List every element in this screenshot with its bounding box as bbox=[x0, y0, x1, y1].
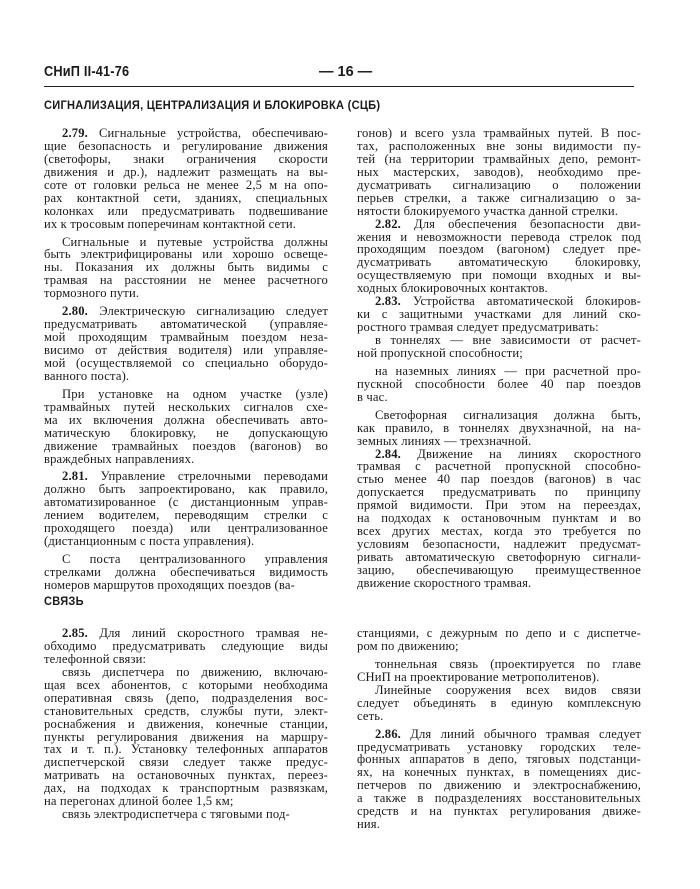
line-text: При установке на одном участке (узле) bbox=[62, 386, 328, 401]
line-text: рах контактной сети, зданиях, специальных bbox=[44, 190, 328, 205]
line-text: стрелками должна обеспечиваться видимость bbox=[44, 565, 328, 579]
line-text: трамвая с расчетной пропускной способно- bbox=[357, 459, 641, 474]
text-line bbox=[44, 808, 328, 821]
line-text: ной пропускной способности; bbox=[357, 345, 523, 360]
line-text: нятости блокируемого участка данной стрелки. bbox=[357, 203, 619, 218]
line-text: движение скоростного трамвая. bbox=[357, 575, 532, 590]
line-text: пункты регулирования движения на маршру- bbox=[44, 729, 328, 744]
line-text: сеть. bbox=[357, 708, 384, 723]
line-text: Светофорная сигнализация должна быть, bbox=[375, 407, 641, 422]
line-text: роснабжения и движения, конечные станции, bbox=[44, 716, 328, 731]
paragraph bbox=[44, 553, 328, 592]
line-text: щие безопасность и регулирование движения bbox=[44, 138, 328, 153]
text-line bbox=[357, 577, 641, 590]
line-text: быть электрифицированы или хорошо освеще- bbox=[44, 247, 328, 262]
section-title-communication: СВЯЗЬ bbox=[44, 594, 84, 608]
line-text: связь электродиспетчера с тяговыми под- bbox=[62, 807, 290, 822]
text-line bbox=[44, 535, 328, 548]
paragraph bbox=[357, 658, 641, 684]
clause-number: 2.80. bbox=[62, 304, 88, 319]
paragraph bbox=[357, 365, 641, 404]
text-line bbox=[357, 818, 641, 831]
line-text: (светофоры, знаки ограничения скорости bbox=[44, 151, 328, 166]
line-text: враждебных направлениях. bbox=[44, 451, 195, 466]
line-text: автоматизированное (с дистанционным управ- bbox=[44, 495, 328, 510]
clause-number: 2.81. bbox=[62, 469, 88, 484]
line-text: на наземных линиях — при расчетной про- bbox=[375, 363, 641, 378]
clause-number: 2.86. bbox=[375, 726, 401, 741]
line-text: Устройства автоматической блокиров- bbox=[412, 294, 641, 309]
paragraph bbox=[357, 627, 641, 653]
line-text: мой (осуществляемой со специально оборудо- bbox=[44, 355, 328, 370]
clause-2-80 bbox=[44, 305, 328, 383]
line-text: гонов) и всего узла трамвайных путей. В пос- bbox=[357, 126, 641, 140]
line-text: движение трамвайных поездов (вагонов) во bbox=[44, 438, 328, 453]
section-scb-right-column bbox=[357, 127, 641, 590]
document-code: СНиП II-41-76 bbox=[44, 64, 130, 80]
line-text: ром по движению; bbox=[357, 638, 459, 653]
section-communication-left-column bbox=[44, 627, 328, 821]
text-line bbox=[357, 378, 641, 391]
line-text: мой проходящим трамвайным поездом неза- bbox=[44, 330, 328, 345]
line-text: должно быть запроектировано, как правило, bbox=[44, 482, 328, 497]
paragraph bbox=[44, 388, 328, 466]
text-line bbox=[44, 579, 328, 592]
line-text: лением водителем, переводящим стрелки с bbox=[44, 508, 328, 523]
line-text: на подходах к остановочным пунктам и во bbox=[357, 511, 641, 526]
line-text: в час. bbox=[357, 389, 388, 404]
line-text: С поста централизованного управления bbox=[62, 552, 328, 567]
line-text: ния. bbox=[357, 817, 381, 832]
line-text: земных линиях — трехзначной. bbox=[357, 433, 532, 448]
text-line bbox=[44, 370, 328, 383]
paragraph bbox=[44, 236, 328, 301]
line-text: ростного трамвая следует предусматривать: bbox=[357, 320, 599, 335]
section-title-scb: СИГНАЛИЗАЦИЯ, ЦЕНТРАЛИЗАЦИЯ И БЛОКИРОВКА (СЦБ) bbox=[44, 98, 381, 112]
line-text: движения и др.), надлежит размещать на вы- bbox=[44, 164, 328, 179]
line-text: ки с защитными участками для линий ско- bbox=[357, 307, 641, 322]
line-text: проходящим поездом (вагоном) следует пре- bbox=[357, 242, 641, 257]
text-line bbox=[357, 391, 641, 404]
line-text: предусматривать установку городских теле- bbox=[357, 739, 641, 754]
clause-number: 2.83. bbox=[375, 294, 401, 309]
clause-number: 2.79. bbox=[62, 126, 88, 140]
line-text: щая всех абонентов, с которыми необходима bbox=[44, 677, 328, 692]
line-text: жения и невозможности перевода стрелок под bbox=[357, 229, 641, 244]
line-text: дах, на подходах к транспортным развязкам, bbox=[44, 781, 328, 796]
text-line bbox=[44, 218, 328, 231]
line-text: ны. Показания их должны быть видимы с bbox=[44, 260, 328, 275]
line-text: тах, расположенных вне зоны видимости пу- bbox=[357, 138, 641, 153]
line-text: средств и на пунктах регулирования движе- bbox=[357, 804, 641, 819]
line-text: колонках или предусматривать подвешивание bbox=[44, 203, 328, 218]
paragraph bbox=[357, 127, 641, 218]
line-text: Для линий обычного трамвая следует bbox=[410, 726, 642, 741]
line-text: пускной способности более 40 пар поездов bbox=[357, 376, 641, 391]
line-text: висимо от действия водителя) или управляе- bbox=[44, 343, 328, 357]
text-line bbox=[357, 805, 641, 818]
text-line bbox=[357, 710, 641, 723]
line-text: Для линий скоростного трамвая не- bbox=[99, 626, 329, 640]
line-text: тах и т. п.). Установку телефонных аппаратов bbox=[44, 742, 328, 757]
line-text: на перегонах длиной более 1,5 км; bbox=[44, 794, 234, 809]
line-text: зацию, обеспечивающую преимущественное bbox=[357, 562, 641, 577]
line-text: а также в подразделениях восстановительных bbox=[357, 791, 641, 806]
line-text: Управление стрелочными переводами bbox=[100, 469, 328, 484]
line-text: осуществляемую при помощи входных и вы- bbox=[357, 268, 641, 283]
line-text: предусматривать автоматической (управляе- bbox=[44, 317, 328, 332]
text-line bbox=[44, 287, 328, 300]
paragraph bbox=[44, 808, 328, 821]
line-text: трамвайных путей нескольких сигналов схе- bbox=[44, 399, 328, 414]
clause-2-86 bbox=[357, 728, 641, 832]
line-text: Сигнальные устройства, обеспечиваю- bbox=[98, 126, 329, 140]
clause-number: 2.84. bbox=[375, 446, 401, 461]
clause-2-83 bbox=[357, 295, 641, 334]
paragraph bbox=[357, 684, 641, 723]
line-text: дусматривать автоматическую блокировку, bbox=[357, 255, 641, 270]
line-text: ходных блокировочных контактов. bbox=[357, 281, 548, 296]
line-text: всех других местах, когда это требуется по bbox=[357, 524, 641, 539]
line-text: тоннельная связь (проектируется по главе bbox=[375, 656, 641, 671]
line-text: ривать автоматическую светофорную сигнали- bbox=[357, 550, 641, 564]
line-text: связь диспетчера по движению, включаю- bbox=[62, 664, 328, 679]
line-text: петчеров по движению и электроснабжению, bbox=[357, 778, 641, 793]
line-text: матическую блокировку, не допускающую bbox=[44, 425, 328, 440]
text-line bbox=[357, 347, 641, 360]
clause-2-81 bbox=[44, 470, 328, 548]
paragraph bbox=[44, 666, 328, 808]
line-text: диспетчерской связи следует также предус- bbox=[44, 755, 328, 770]
clause-2-84 bbox=[357, 448, 641, 590]
line-text: проходящего поезда) или централизованное bbox=[44, 521, 328, 536]
clause-number: 2.82. bbox=[375, 216, 401, 231]
clause-2-79 bbox=[44, 127, 328, 231]
text-line bbox=[357, 640, 641, 653]
page-header bbox=[44, 62, 634, 87]
line-text: становительных средств, службы пути, элект- bbox=[44, 703, 328, 718]
text-line bbox=[44, 453, 328, 466]
line-text: дусматривать сигнализацию о положении bbox=[357, 177, 641, 192]
line-text: СНиП на проектирование метрополитенов). bbox=[357, 669, 600, 684]
line-text: ях, на конечных пунктах, в помещениях дис- bbox=[357, 765, 641, 780]
line-text: ванного поста). bbox=[44, 368, 130, 383]
line-text: ных мастерских, заводов), необходимо пре- bbox=[357, 164, 641, 179]
line-text: трамвая на расстоянии не менее расчетного bbox=[44, 273, 328, 288]
line-text: Электрическую сигнализацию следует bbox=[99, 304, 328, 319]
paragraph bbox=[357, 334, 641, 360]
line-text: обходимо предусматривать следующие виды bbox=[44, 638, 328, 653]
line-text: прямой видимости. При этом на переездах, bbox=[357, 498, 641, 513]
line-text: тормозного пути. bbox=[44, 286, 140, 301]
clause-2-82 bbox=[357, 218, 641, 296]
line-text: их к тросовым поперечинам контактной сети. bbox=[44, 216, 297, 231]
line-text: как правило, в тоннелях двухзначной, на на- bbox=[357, 420, 641, 435]
section-communication-right-column bbox=[357, 627, 641, 831]
line-text: стью менее 40 пар поездов (вагонов) в час bbox=[357, 472, 641, 487]
page-number: — 16 — bbox=[319, 64, 373, 80]
paragraph bbox=[357, 409, 641, 448]
line-text: матривать на остановочных пунктах, переез- bbox=[44, 768, 328, 783]
line-text: тей (на территории трамвайных депо, ремонт- bbox=[357, 151, 641, 166]
text-line bbox=[357, 697, 641, 710]
line-text: номеров маршрутов проходящих поездов (ва- bbox=[44, 577, 295, 592]
line-text: следует объединять в единую комплексную bbox=[357, 695, 641, 710]
line-text: условиям безопасности, надлежит предусмат- bbox=[357, 537, 641, 552]
line-text: в тоннелях — вне зависимости от расчет- bbox=[375, 333, 641, 347]
line-text: Для обеспечения безопасности дви- bbox=[413, 216, 642, 231]
line-text: фонных аппаратов в депо, тяговых подстанци- bbox=[357, 752, 641, 767]
clause-2-85 bbox=[44, 627, 328, 666]
line-text: оперативная связь (депо, подразделения вос- bbox=[44, 690, 328, 705]
line-text: ма их включения должна обеспечивать авто- bbox=[44, 412, 328, 427]
line-text: Движение на линиях скоростного bbox=[417, 446, 642, 461]
line-text: телефонной связи: bbox=[44, 651, 147, 666]
line-text: перьев стрелки, а также сигнализацию о за- bbox=[357, 190, 641, 205]
line-text: допускается предусматривать по принципу bbox=[357, 485, 641, 500]
line-text: (дистанционным с поста управления). bbox=[44, 534, 255, 549]
line-text: станциями, с дежурным по депо и с диспетче- bbox=[357, 626, 641, 640]
line-text: Сигнальные и путевые устройства должны bbox=[62, 234, 328, 249]
line-text: Линейные сооружения всех видов связи bbox=[375, 682, 641, 697]
section-scb-left-column bbox=[44, 127, 328, 592]
clause-number: 2.85. bbox=[62, 626, 88, 640]
line-text: соте от головки рельса не менее 2,5 м на опо- bbox=[44, 177, 328, 192]
